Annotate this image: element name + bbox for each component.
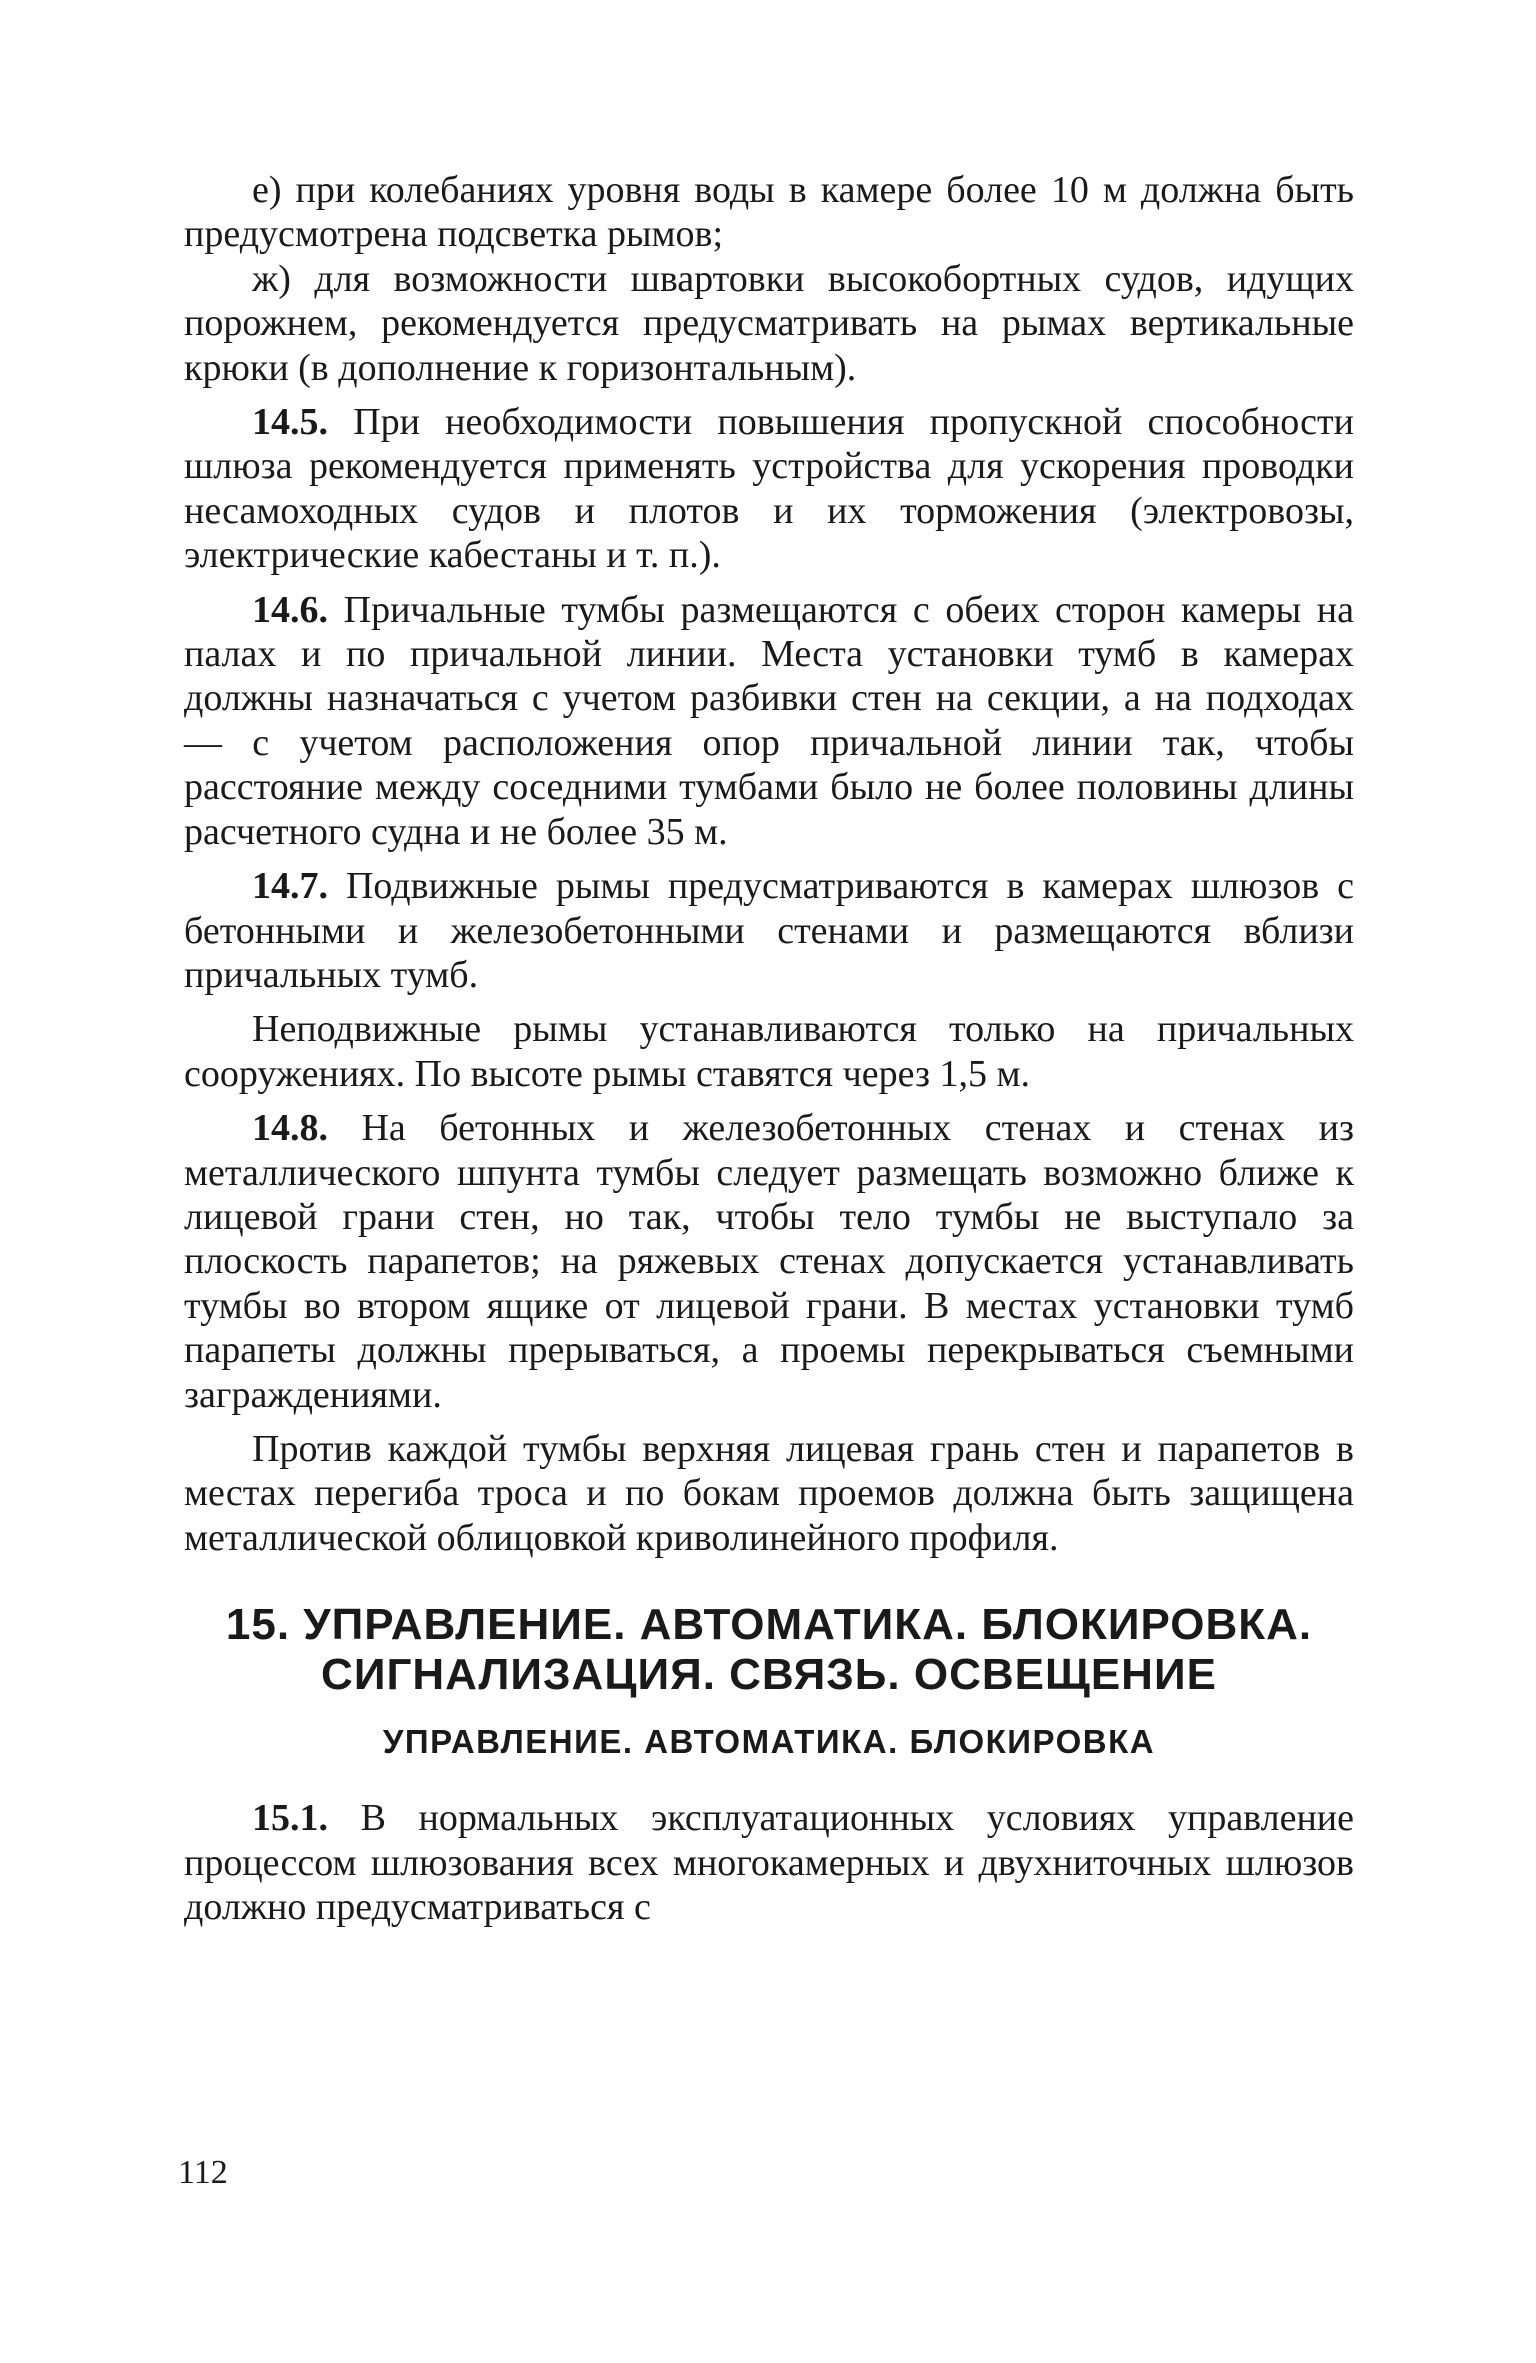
- clause-text: При необходимости повышения пропускной способности шлюза рекомендуется применять устройства для ускорения проводки несамоходных судов и плотов и их торможения (электровозы, электрические кабестаны и т. п.).: [184, 401, 1354, 577]
- clause-text: В нормальных эксплуатационных условиях управление процессом шлюзования всех многокамерных и двухниточных шлюзов должно предусматриваться с: [184, 1797, 1354, 1928]
- page-number: 112: [178, 2154, 228, 2191]
- paragraph-14-6: [184, 588, 1354, 854]
- clause-text: На бетонных и железобетонных стенах и стенах из металлического шпунта тумбы следует размещать возможно ближе к лицевой грани стен, но так, чтобы тело тумбы не выступало за плоскость парапетов; на ряжевых стенах допускается устанавливать тумбы во втором ящике от лицевой грани. В местах установки тумб парапеты должны прерываться, а проемы перекрываться съемными заграждениями.: [184, 1107, 1354, 1416]
- paragraph-e: е) при колебаниях уровня воды в камере более 10 м должна быть предусмотрена подсветка рымов;: [184, 169, 1354, 256]
- section-heading-line-1: 15. УПРАВЛЕНИЕ. АВТОМАТИКА. БЛОКИРОВКА.: [225, 1600, 1313, 1650]
- document-page: [184, 168, 1354, 1929]
- clause-number: 14.6.: [252, 588, 328, 631]
- clause-text: Подвижные рымы предусматриваются в камерах шлюзов с бетонными и железобетонными стенами и размещаются вблизи причальных тумб.: [184, 865, 1354, 996]
- section-heading: [184, 1600, 1354, 1700]
- paragraph-15-1: [184, 1796, 1354, 1929]
- paragraph-fixed-rings: Неподвижные рымы устанавливаются только на причальных сооружениях. По высоте рымы ставятся через 1,5 м.: [184, 1008, 1354, 1095]
- paragraph-facing: Против каждой тумбы верхняя лицевая грань стен и парапетов в местах перегиба троса и по бокам проемов должна быть защищена металлической облицовкой криволинейного профиля.: [184, 1427, 1354, 1559]
- section-heading-line-2: СИГНАЛИЗАЦИЯ. СВЯЗЬ. ОСВЕЩЕНИЕ: [321, 1650, 1217, 1700]
- paragraph-14-7: [184, 864, 1354, 997]
- subsection-heading: УПРАВЛЕНИЕ. АВТОМАТИКА. БЛОКИРОВКА: [382, 1723, 1156, 1761]
- clause-text: Причальные тумбы размещаются с обеих сторон камеры на палах и по причальной линии. Места установки тумб в камерах должны назначаться с учетом разбивки стен на секции, а на подходах — с учетом расположения опор причальной линии так, чтобы расстояние между соседними тумбами было не более половины длины расчетного судна и не более 35 м.: [184, 588, 1354, 853]
- paragraph-14-5: [184, 400, 1354, 578]
- paragraph-zh: ж) для возможности швартовки высокобортных судов, идущих порожнем, рекомендуется предусматривать на рымах вертикальные крюки (в дополнение к горизонтальным).: [184, 257, 1354, 389]
- clause-number: 15.1.: [252, 1797, 328, 1840]
- clause-number: 14.7.: [252, 865, 328, 908]
- clause-number: 14.8.: [252, 1107, 328, 1150]
- clause-number: 14.5.: [252, 401, 328, 444]
- paragraph-14-8: [184, 1106, 1354, 1417]
